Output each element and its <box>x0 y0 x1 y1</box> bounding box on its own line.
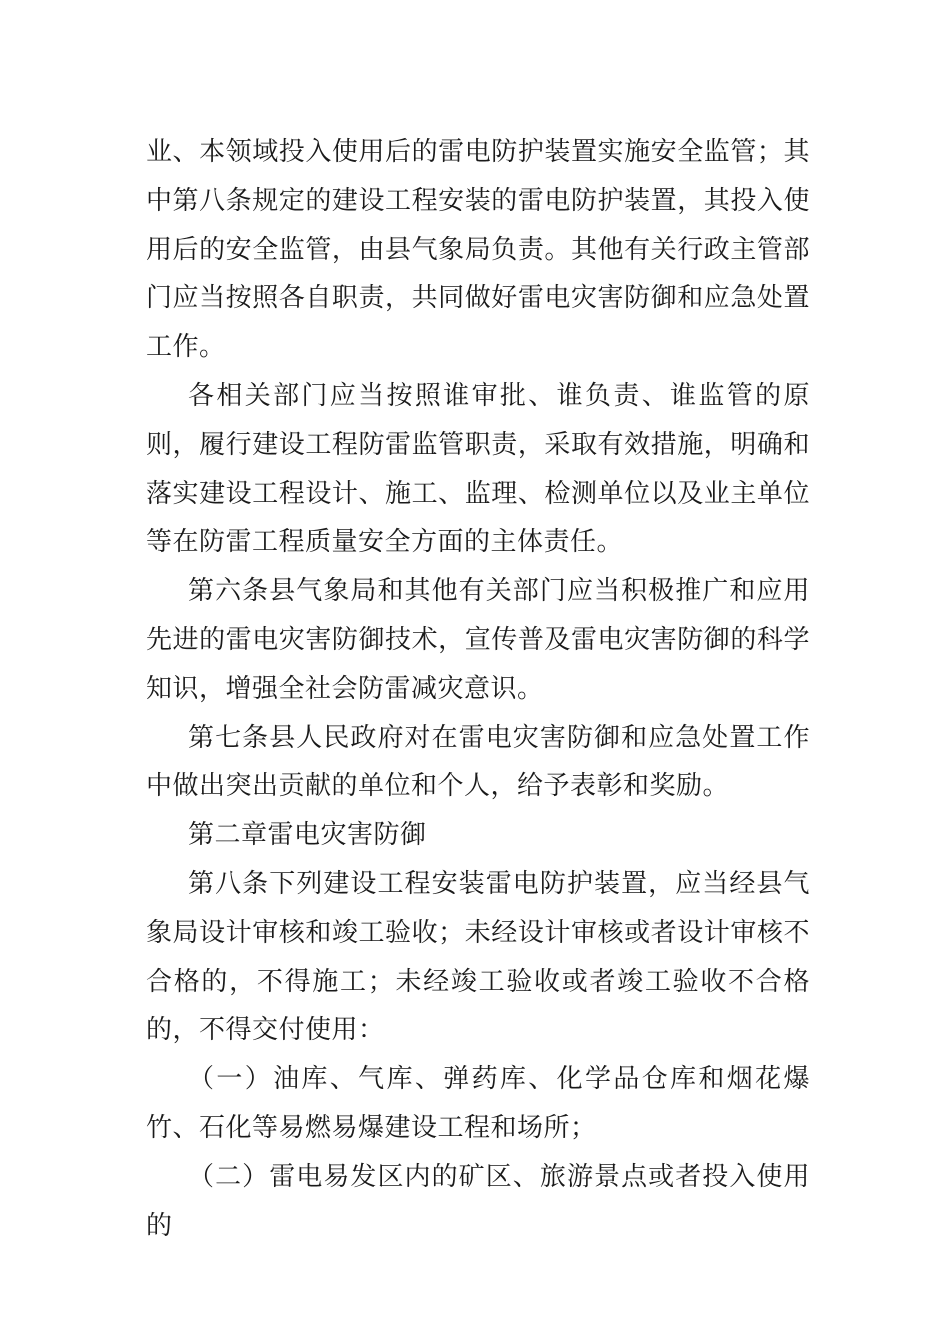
document-body <box>146 128 810 1250</box>
list-item-2: （二）雷电易发区内的矿区、旅游景点或者投入使用的 <box>146 1161 810 1241</box>
paragraph-continuation: 业、本领域投入使用后的雷电防护装置实施安全监管；其中第八条规定的建设工程安装的雷电防护装置，其投入使用后的安全监管，由县气象局负责。其他有关行政主管部门应当按照各自职责，共同做好雷电灾害防御和应急处置工作。 <box>146 137 810 363</box>
paragraph-article-8: 第八条下列建设工程安装雷电防护装置，应当经县气象局设计审核和竣工验收；未经设计审核或者设计审核不合格的，不得施工；未经竣工验收或者竣工验收不合格的，不得交付使用： <box>146 868 810 1046</box>
chapter-heading: 第二章雷电灾害防御 <box>188 820 427 851</box>
paragraph-responsibility: 各相关部门应当按照谁审批、谁负责、谁监管的原则，履行建设工程防雷监管职责，采取有效措施，明确和落实建设工程设计、施工、监理、检测单位以及业主单位等在防雷工程质量安全方面的主体责任。 <box>146 380 810 558</box>
list-item-1: （一）油库、气库、弹药库、化学品仓库和烟花爆竹、石化等易燃易爆建设工程和场所； <box>146 1064 810 1143</box>
paragraph-article-7: 第七条县人民政府对在雷电灾害防御和应急处置工作中做出突出贡献的单位和个人，给予表彰和奖励。 <box>146 722 810 802</box>
paragraph-article-6: 第六条县气象局和其他有关部门应当积极推广和应用先进的雷电灾害防御技术，宣传普及雷电灾害防御的科学知识，增强全社会防雷减灾意识。 <box>146 576 810 704</box>
